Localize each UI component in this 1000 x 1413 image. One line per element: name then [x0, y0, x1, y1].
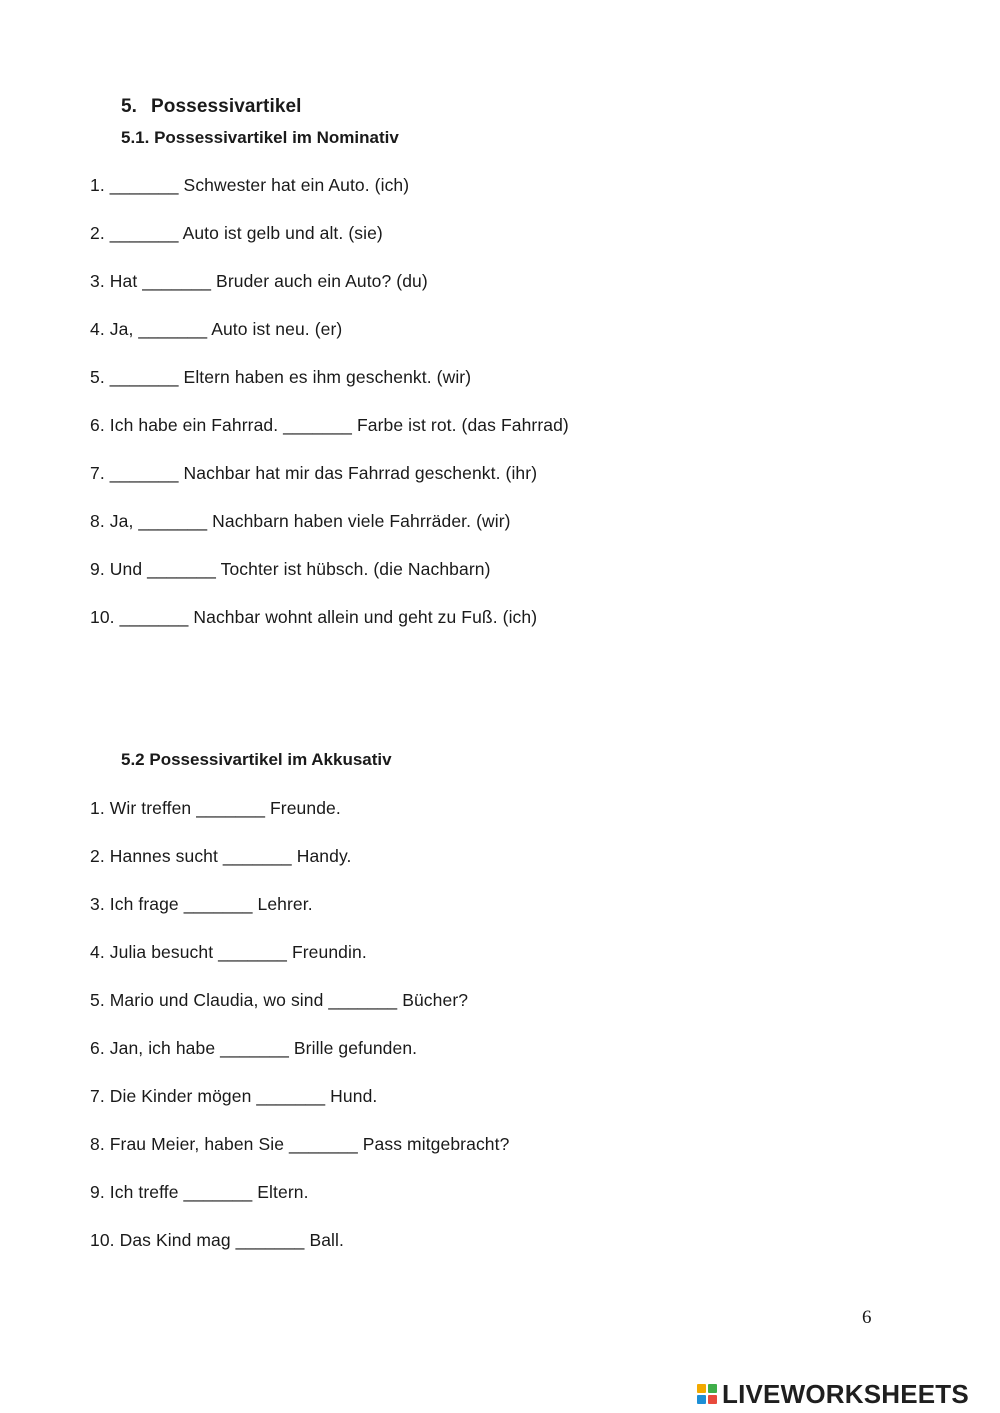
- logo-mark-square: [708, 1384, 717, 1393]
- page-number: 6: [862, 1307, 872, 1328]
- exercise-item: 7. _______ Nachbar hat mir das Fahrrad geschenkt. (ihr): [90, 463, 538, 483]
- exercise-item: 3. Ich frage _______ Lehrer.: [90, 894, 313, 914]
- subsection-title-akkusativ: 5.2 Possessivartikel im Akkusativ: [121, 750, 392, 769]
- section-heading: [121, 96, 302, 118]
- exercise-item: 2. Hannes sucht _______ Handy.: [90, 846, 352, 866]
- logo-mark-square: [697, 1384, 706, 1393]
- exercise-item: 3. Hat _______ Bruder auch ein Auto? (du): [90, 271, 428, 291]
- exercise-item: 6. Jan, ich habe _______ Brille gefunden.: [90, 1038, 418, 1058]
- exercise-item: 1. Wir treffen _______ Freunde.: [90, 798, 341, 818]
- exercise-item: 4. Julia besucht _______ Freundin.: [90, 942, 367, 962]
- subsection-title-nominativ: 5.1. Possessivartikel im Nominativ: [121, 128, 399, 147]
- exercise-item: 5. _______ Eltern haben es ihm geschenkt. (wir): [90, 367, 472, 387]
- exercise-item: 4. Ja, _______ Auto ist neu. (er): [90, 319, 343, 339]
- exercise-item: 9. Ich treffe _______ Eltern.: [90, 1182, 309, 1202]
- section-number: 5.: [121, 96, 138, 117]
- liveworksheets-logo: [697, 1379, 969, 1409]
- exercise-item: 2. _______ Auto ist gelb und alt. (sie): [90, 223, 383, 243]
- exercise-item: 1. _______ Schwester hat ein Auto. (ich): [90, 175, 410, 195]
- exercise-item: 6. Ich habe ein Fahrrad. _______ Farbe ist rot. (das Fahrrad): [90, 415, 569, 435]
- exercise-item: 8. Frau Meier, haben Sie _______ Pass mitgebracht?: [90, 1134, 510, 1154]
- exercise-item: 10. Das Kind mag _______ Ball.: [90, 1230, 344, 1250]
- logo-mark-icon: [697, 1384, 717, 1404]
- section-title: Possessivartikel: [151, 96, 302, 117]
- exercise-item: 7. Die Kinder mögen _______ Hund.: [90, 1086, 378, 1106]
- exercise-item: 8. Ja, _______ Nachbarn haben viele Fahrräder. (wir): [90, 511, 511, 531]
- logo-mark-square: [708, 1395, 717, 1404]
- exercise-item: 10. _______ Nachbar wohnt allein und geht zu Fuß. (ich): [90, 607, 538, 627]
- exercise-item: 9. Und _______ Tochter ist hübsch. (die Nachbarn): [90, 559, 491, 579]
- logo-mark-square: [697, 1395, 706, 1404]
- exercise-item: 5. Mario und Claudia, wo sind _______ Bücher?: [90, 990, 469, 1010]
- logo-text: LIVEWORKSHEETS: [722, 1379, 969, 1409]
